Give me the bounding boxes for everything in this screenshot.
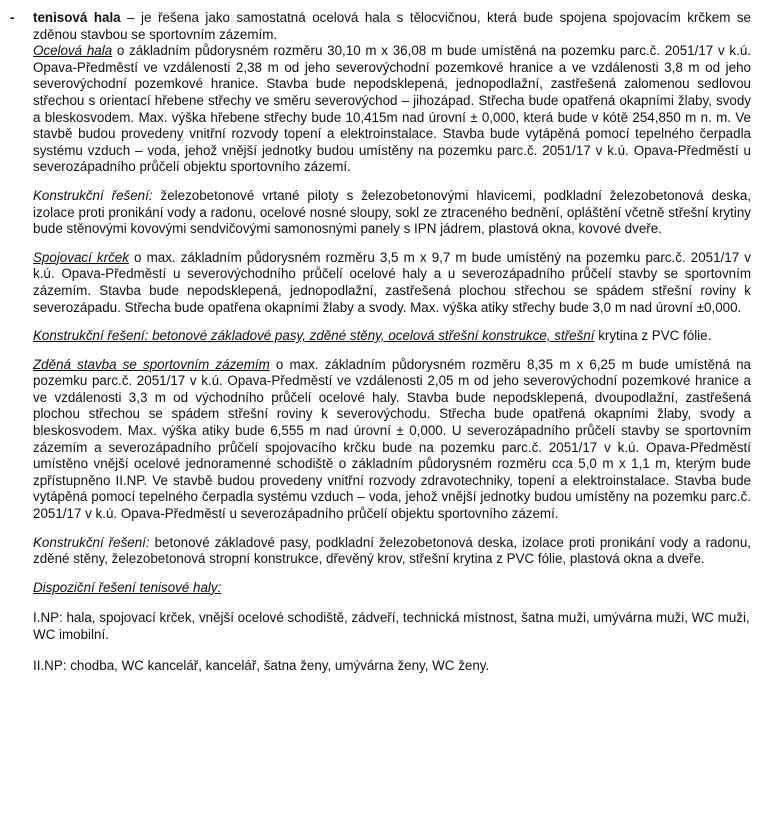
krcek-konstrukce-label: Konstrukční řešení:: [33, 328, 149, 344]
zdena-konstrukce-text: betonové základové pasy, podkladní železobetonová deska, izolace proti pronikání vody a radonu, zděné stěny, železobetonová stropní konstrukce, dřevěný krov, střešní krytina z PVC fólie, plastová okna a dveře.: [33, 534, 751, 567]
krcek-konstrukce-text-underlined: betonové základové pasy, zděné stěny, ocelová střešní konstrukce, střešní: [148, 328, 595, 344]
hala-paragraph: [33, 43, 751, 176]
krcek-paragraph: [33, 250, 751, 316]
np2-line: [33, 658, 751, 675]
np1-text: hala, spojovací krček, vnější ocelové schodiště, zádveří, technická místnost, šatna muži, umývárna muži, WC muži, WC imobilní.: [33, 610, 750, 642]
intro-title: tenisová hala: [33, 10, 121, 25]
dispozice-section: [33, 580, 751, 674]
zdena-konstrukce-paragraph: [33, 535, 751, 568]
hala-konstrukce-text: železobetonové vrtané piloty s železobetonovými hlavicemi, podkladní železobetonová deska, izolace proti pronikání vody a radonu, ocelové nosné sloupy, sokl ze ztraceného bednění, opláštění včetně střešní krytiny bude stěnovými kovovými sendvičovými samonosnými panely s IPN jádrem, plastová okna, kovové dveře.: [33, 187, 751, 237]
hala-title: Ocelová hala: [33, 43, 113, 59]
hala-text: o základním půdorysném rozměru 30,10 m x 36,08 m bude umístěná na pozemku parc.č. 2051/17 v k.ú. Opava-Předměstí ve vzdálenosti 2,38 m od jeho severovýchodní pozemkové hranice a ve vzdálenosti 3,8 m od jeho severovýchodní pozemkové hranice. Stavba bude nepodsklepená, jednopodlažní, zastřešená zalomenou sedlovou střechou s orientací hřebene střechy ve směru severovýchod – jihozápad. Střecha bude opatřená okapními žlaby, svody a bleskosvodem. Max. výška hřebene střechy bude 10,415m nad úrovní ± 0,000, která bude v kótě 254,850 m n. m. Ve stavbě budou provedeny vnitřní rozvody topení a elektroinstalace. Stavba bude vytápěná pomocí tepelného čerpadla systému vzduch – voda, jehož vnější jednotky budou umístěny na pozemku parc.č. 2051/17 v k.ú. Opava-Předměstí u severozápadního průčelí objektu sportovního zázemí.: [33, 43, 751, 175]
document-body: [10, 10, 752, 674]
np2-text: chodba, WC kancelář, kancelář, šatna ženy, umývárna ženy, WC ženy.: [66, 657, 490, 673]
list-bullet: -: [10, 10, 15, 25]
intro-paragraph: [33, 10, 751, 43]
krcek-konstrukce-paragraph: [33, 328, 751, 345]
np1-line: [33, 610, 751, 643]
np2-label: II.NP:: [33, 657, 67, 673]
dispozice-title: Dispoziční řešení tenisové haly:: [33, 579, 222, 595]
zdena-text: o max. základním půdorysném rozměru 8,35 m x 6,25 m bude umístěná na pozemku parc.č. 2051/17 v k.ú. Opava-Předměstí ve vzdálenosti 2,05 m od jeho severovýchodní pozemkové hranice a ve vzdálenosti 3,3 m od východního průčelí ocelové haly. Stavba bude nepodsklepená, dvoupodlažní, zastřešená plochou střechou se spádem střešní roviny k severovýchodu. Střecha bude opatřená okapními žlaby, svody a bleskosvodem. Max. výška atiky bude 6,555 m nad úrovní ± 0,000. U severozápadního průčelí stavby se sportovním zázemím a severozápadního průčelí spojovacího krčku bude na pozemku parc.č. 2051/17 v k.ú. Opava-Předměstí umístěno vnější ocelové jednoramenné schodiště o základním půdorysném rozměru cca 5,0 m x 1,1 m, kterým bude zpřístupněno II.NP. Ve stavbě budou provedeny vnitřní rozvody zdravotechniky, topení a elektroinstalace. Stavba bude vytápěná pomocí tepelného čerpadla systému vzduch – voda, jehož vnější jednotky budou umístěny na pozemku parc.č. 2051/17 v k.ú. Opava-Předměstí u severozápadního průčelí objektu sportovního zázemí.: [33, 356, 751, 522]
dispozice-title-line: [33, 580, 751, 597]
hala-konstrukce-paragraph: [33, 188, 751, 238]
zdena-konstrukce-label: Konstrukční řešení:: [33, 534, 150, 550]
krcek-konstrukce-text-rest: krytina z PVC fólie.: [594, 328, 712, 344]
hala-konstrukce-label: Konstrukční řešení:: [33, 187, 153, 203]
intro-text: – je řešena jako samostatná ocelová hala s tělocvičnou, která bude spojena spojovacím krčkem se zděnou stavbou se sportovním zázemím.: [33, 10, 752, 42]
zdena-title: Zděná stavba se sportovním zázemím: [33, 356, 270, 372]
np1-label: I.NP:: [33, 610, 63, 626]
zdena-paragraph: [33, 357, 751, 523]
krcek-title: Spojovací krček: [33, 249, 129, 265]
krcek-text: o max. základním půdorysném rozměru 3,5 m x 9,7 m bude umístěný na pozemku parc.č. 2051/17 v k.ú. Opava-Předměstí u severovýchodního průčelí ocelové haly a u severozápadního průčelí stavby se sportovním zázemím. Stavba bude nepodsklepená, jednopodlažní, zastřešená plochou střechou se spádem střešní roviny k severozápadu. Střecha bude opatřena okapními žlaby a svody. Max. výška atiky střechy bude 3,0 m nad úrovní ±0,000.: [33, 249, 751, 315]
